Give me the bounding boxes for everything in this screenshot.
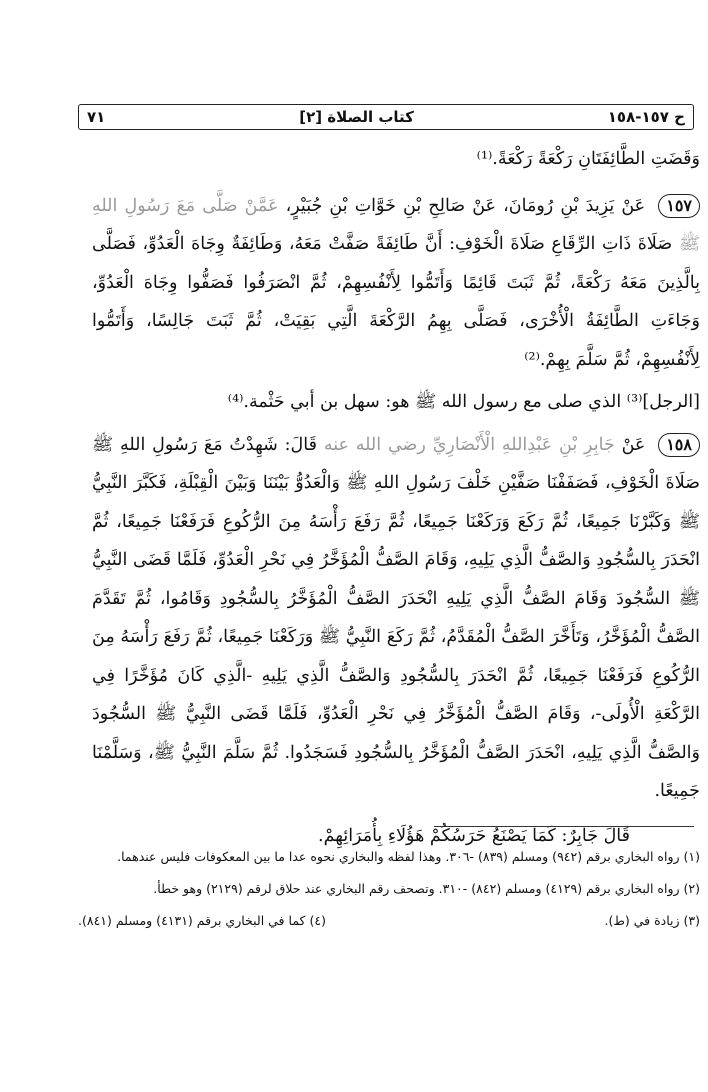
- footnote-1: (١) رواه البخاري برقم (٩٤٢) ومسلم (٨٣٩) -٣٠٦. وهذا لفظه والبخاري نحوه عدا ما بين المعكوفات فليس عندهما.: [117, 849, 700, 864]
- main-text: [92, 140, 700, 855]
- hadith-number-158: ١٥٨: [658, 433, 700, 457]
- hadith-158-lead: عَنْ: [621, 434, 646, 455]
- hadith-157-narrator: عَمَّنْ صَلَّى مَعَ رَسُولِ اللهِ ﷺ: [92, 195, 701, 254]
- hadith-158: [92, 426, 700, 811]
- footnote-row: [78, 910, 700, 932]
- hadith-157: [92, 187, 700, 380]
- jabir-remark: قَالَ جَابِرٌ: كَمَا يَصْنَعُ حَرَسُكُمْ هَؤُلَاءِ بِأُمَرَائِهِمْ.: [318, 825, 630, 846]
- hadith-157-text: عَنْ يَزِيدَ بْنِ رُومَانَ، عَنْ صَالِحِ بْنِ خَوَّاتِ بْنِ جُبَيْرٍ، عَمَّنْ صَلَّى مَعَ رَسُولِ اللهِ ﷺ صَلَاةَ ذَاتِ الرِّقَاعِ صَلَاةَ الْخَوْفِ: أَنَّ طَائِفَةً صَفَّتْ مَعَهُ، وَطَائِفَةٌ وِجَاهَ الْعَدُوِّ، فَصَلَّى بِالَّذِينَ مَعَهُ رَكْعَةً، ثُمَّ ثَبَتَ قَائِمًا وَأَتَمُّوا لِأَنْفُسِهِمْ، ثُمَّ انْصَرَفُوا فَصَفُّوا وِجَاهَ الْعَدُوِّ، وَجَاءَتِ الطَّائِفَةُ الْأُخْرَى، فَصَلَّى بِهِمُ الرَّكْعَةَ الَّتِي بَقِيَتْ، ثُمَّ ثَبَتَ جَالِسًا، وَأَتَمُّوا لِأَنْفُسِهِمْ، ثُمَّ سَلَّمَ بِهِمْ.⁽²⁾: [92, 195, 701, 370]
- running-header: [78, 104, 694, 130]
- chapter-title: [٢] كتاب الصلاة: [299, 108, 414, 126]
- paragraph-closing: وَقَضَتِ الطَّائِفَتَانِ رَكْعَةً رَكْعَةً.⁽¹⁾: [476, 149, 700, 169]
- footnote-3: (٣) زيادة في (ط).: [604, 913, 700, 928]
- page-number: ٧١: [87, 108, 106, 126]
- footnotes: [78, 846, 700, 932]
- hadith-range: ح ١٥٧-١٥٨: [607, 108, 685, 126]
- footnote-separator: [434, 826, 694, 827]
- hadith-158-text: قَالَ: شَهِدْتُ مَعَ رَسُولِ اللهِ ﷺ صَلَاةَ الْخَوْفِ، فَصَفَفْنَا صَفَّيْنِ خَلْفَ رَسُولِ اللهِ ﷺ وَالْعَدُوُّ بَيْنَنَا وَبَيْنَ الْقِبْلَةِ، فَكَبَّرَ النَّبِيُّ ﷺ وَكَبَّرْنَا جَمِيعًا، ثُمَّ رَكَعَ وَرَكَعْنَا جَمِيعًا، ثُمَّ رَفَعَ رَأْسَهُ مِنَ الرُّكُوعِ فَرَفَعْنَا جَمِيعًا، ثُمَّ انْحَدَرَ بِالسُّجُودِ وَالصَّفُّ الَّذِي يَلِيهِ، وَقَامَ الصَّفُّ الْمُؤَخَّرُ فِي نَحْرِ الْعَدُوِّ، فَلَمَّا قَضَى النَّبِيُّ ﷺ السُّجُودَ وَقَامَ الصَّفُّ الَّذِي يَلِيهِ انْحَدَرَ الصَّفُّ الْمُؤَخَّرُ بِالسُّجُودِ وَقَامُوا، ثُمَّ تَقَدَّمَ الصَّفُّ الْمُؤَخَّرُ، وَتَأَخَّرَ الصَّفُّ الْمُقَدَّمُ، ثُمَّ رَكَعَ النَّبِيُّ ﷺ وَرَكَعْنَا جَمِيعًا، ثُمَّ رَفَعَ رَأْسَهُ مِنَ الرُّكُوعِ فَرَفَعْنَا جَمِيعًا، ثُمَّ انْحَدَرَ بِالسُّجُودِ وَالصَّفُّ الَّذِي يَلِيهِ -الَّذِي كَانَ مُؤَخَّرًا فِي الرَّكْعَةِ الْأُولَى-، وَقَامَ الصَّفُّ الْمُؤَخَّرُ فِي نَحْرِ الْعَدُوِّ، فَلَمَّا قَضَى النَّبِيُّ ﷺ السُّجُودَ وَالصَّفُّ الَّذِي يَلِيهِ، انْحَدَرَ الصَّفُّ الْمُؤَخَّرُ بِالسُّجُودِ فَسَجَدُوا. ثُمَّ سَلَّمَ النَّبِيُّ ﷺ، وَسَلَّمْنَا جَمِيعًا.: [92, 434, 700, 801]
- editorial-note: [الرجل]⁽³⁾ الذي صلى مع رسول الله ﷺ هو: سهل بن أبي حَثْمة.⁽⁴⁾: [227, 392, 700, 412]
- footnote-2: (٢) رواه البخاري برقم (٤١٢٩) ومسلم (٨٤٢) -٣١٠. وتصحف رقم البخاري عند حلاق لرقم (٢١٢٩) وهو خطأ.: [153, 881, 700, 896]
- footnote-4: (٤) كما في البخاري برقم (٤١٣١) ومسلم (٨٤١).: [78, 913, 326, 928]
- hadith-number-157: ١٥٧: [658, 194, 700, 218]
- hadith-158-narrator: جَابِرِ بْنِ عَبْدِاللهِ الْأَنْصَارِيِّ رضي الله عنه: [323, 434, 615, 455]
